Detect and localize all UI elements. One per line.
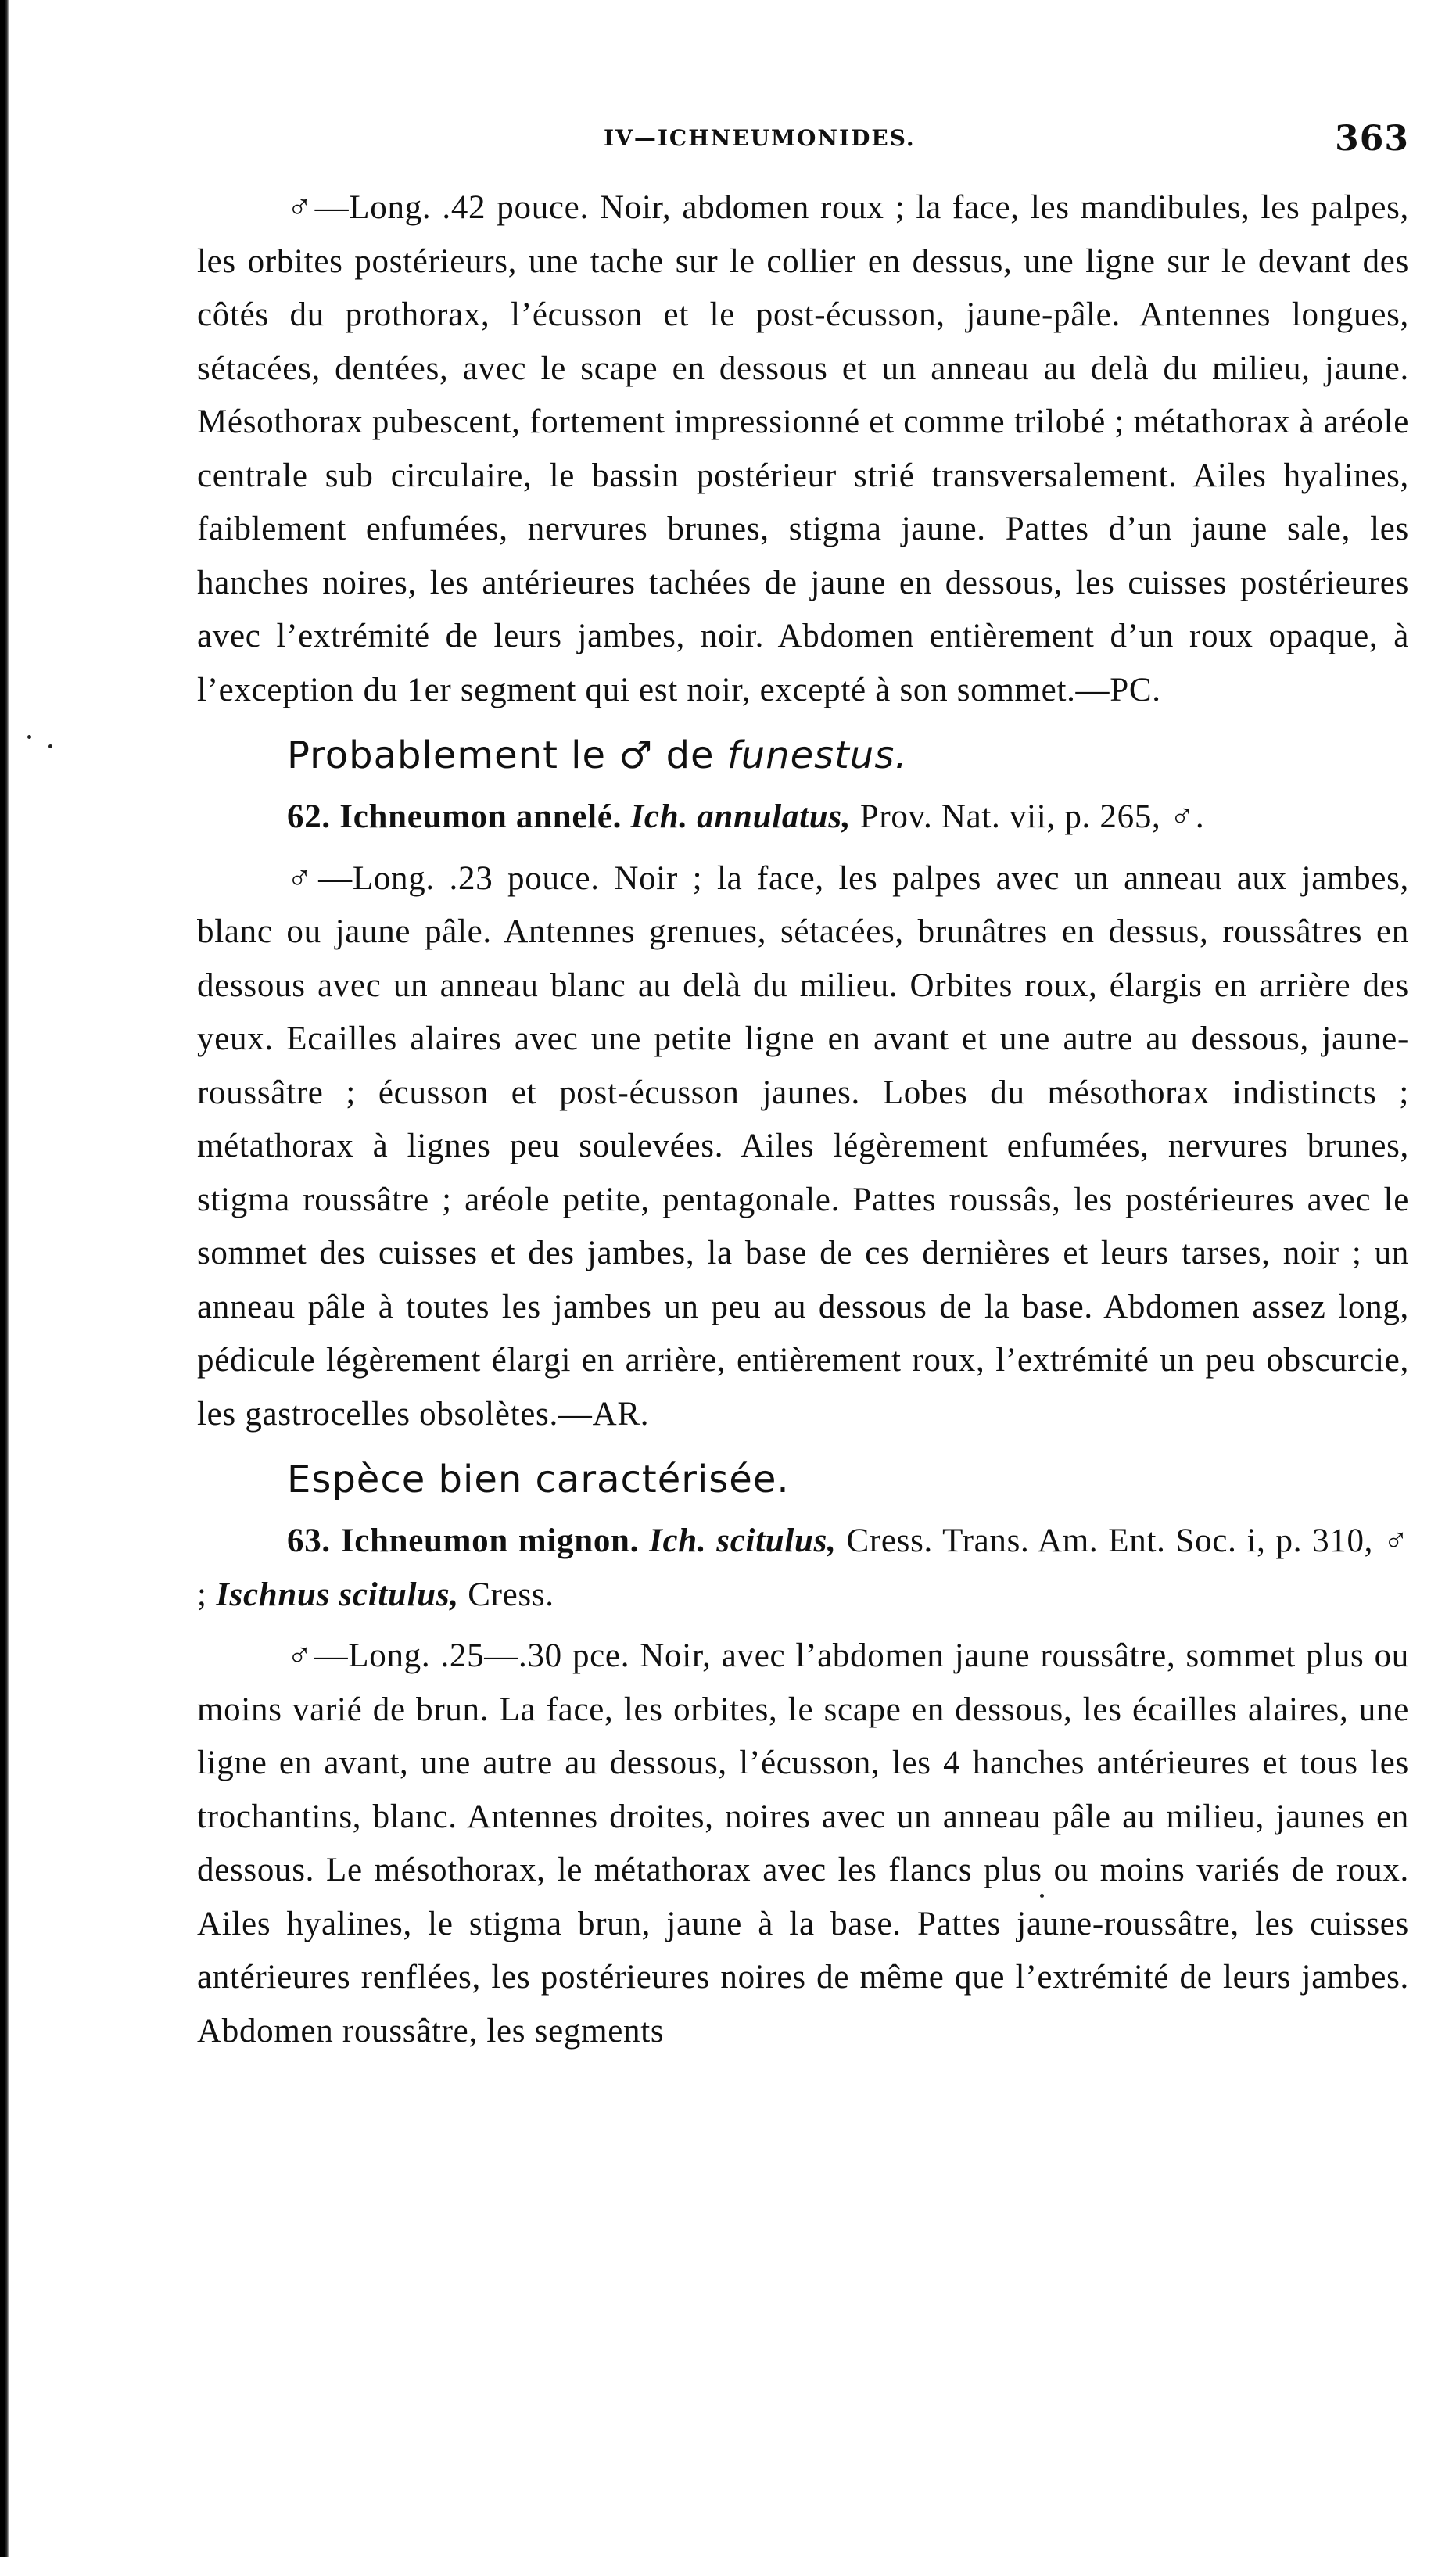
book-page — [197, 117, 1409, 2058]
scan-speck — [48, 744, 52, 748]
note-text: Probablement le ♂ de — [287, 733, 727, 777]
species-author-63: Cress. — [458, 1576, 554, 1613]
species-reference-62: Prov. Nat. vii, p. 265, ♂. — [851, 798, 1205, 835]
species-latin-62: Ich. annulatus, — [630, 798, 852, 835]
species-heading-63 — [197, 1515, 1409, 1622]
description-paragraph-61: ♂—Long. .42 pouce. Noir, abdomen roux ; la face, les mandibules, les palpes, les orbites postérieurs, une tache sur le collier en dessus, une ligne sur le devant des côtés du prothorax, l’écusson et le post-écusson, jaune-pâle. Antennes longues, sétacées, dentées, avec le scape en dessous et un anneau au delà du milieu, jaune. Mésothorax pubescent, fortement impressionné et comme trilobé ; métathorax à aréole centrale sub circulaire, le bassin postérieur strié transversalement. Ailes hyalines, faiblement enfumées, nervures brunes, stigma jaune. Pattes d’un jaune sale, les hanches noires, les antérieures tachées de jaune en dessous, les cuisses postérieures avec l’extrémité de leurs jambes, noir. Abdomen entièrement d’un roux opaque, à l’exception du 1er segment qui est noir, excepté à son sommet.—PC. — [197, 189, 1409, 708]
page-number: 363 — [1335, 119, 1409, 159]
running-title: IV—ICHNEUMONIDES. — [604, 125, 916, 151]
species-name-62: 62. Ichneumon annelé. — [287, 798, 622, 835]
page-header — [197, 117, 1409, 164]
note-species-name: funestus. — [726, 733, 908, 777]
binding-edge — [0, 0, 9, 2557]
scan-speck — [27, 735, 31, 739]
species-heading-62 — [197, 791, 1409, 845]
note-espece: Espèce bien caractérisée. — [287, 1458, 790, 1501]
species-name-63: 63. Ichneumon mignon. — [287, 1522, 640, 1559]
species-reference-63: Cress. Trans. Am. Ent. Soc. i, p. 310, ♂ ; — [197, 1522, 1409, 1613]
note-probablement — [287, 728, 1409, 783]
description-paragraph-63: ♂—Long. .25—.30 pce. Noir, avec l’abdomen jaune roussâtre, sommet plus ou moins varié de brun. La face, les orbites, le scape en dessous, les écailles alaires, une ligne en avant, une autre au dessous, l’écusson, les 4 hanches antérieures et tous les trochantins, blanc. Antennes droites, noires avec un anneau pâle au milieu, jaunes en dessous. Le mésothorax, le métathorax avec les flancs plus ou moins variés de roux. Ailes hyalines, le stigma brun, jaune à la base. Pattes jaune-roussâtre, les cuisses antérieures renflées, les postérieures noires de même que l’extrémité de leurs jambes. Abdomen roussâtre, les segments — [197, 1637, 1409, 2050]
species-latin-63: Ich. scitulus, — [649, 1522, 837, 1559]
species-synonym-63: Ischnus scitulus, — [216, 1576, 459, 1613]
description-paragraph-62: ♂—Long. .23 pouce. Noir ; la face, les palpes avec un anneau aux jambes, blanc ou jaune pâle. Antennes grenues, sétacées, brunâtres en dessus, roussâtres en dessous avec un anneau blanc au delà du milieu. Orbites roux, élargis en arrière des yeux. Ecailles alaires avec une petite ligne en avant et une autre au dessous, jaune-roussâtre ; écusson et post-écusson jaunes. Lobes du mésothorax indistincts ; métathorax à lignes peu soulevées. Ailes légèrement enfumées, nervures brunes, stigma roussâtre ; aréole petite, pentagonale. Pattes roussâs, les postérieures avec le sommet des cuisses et des jambes, la base de ces dernières et leurs tarses, noir ; un anneau pâle à toutes les jambes un peu au dessous de la base. Abdomen assez long, pédicule légèrement élargi en arrière, entièrement roux, l’extrémité un peu obscurcie, les gastrocelles obsolètes.—AR. — [197, 859, 1409, 1433]
